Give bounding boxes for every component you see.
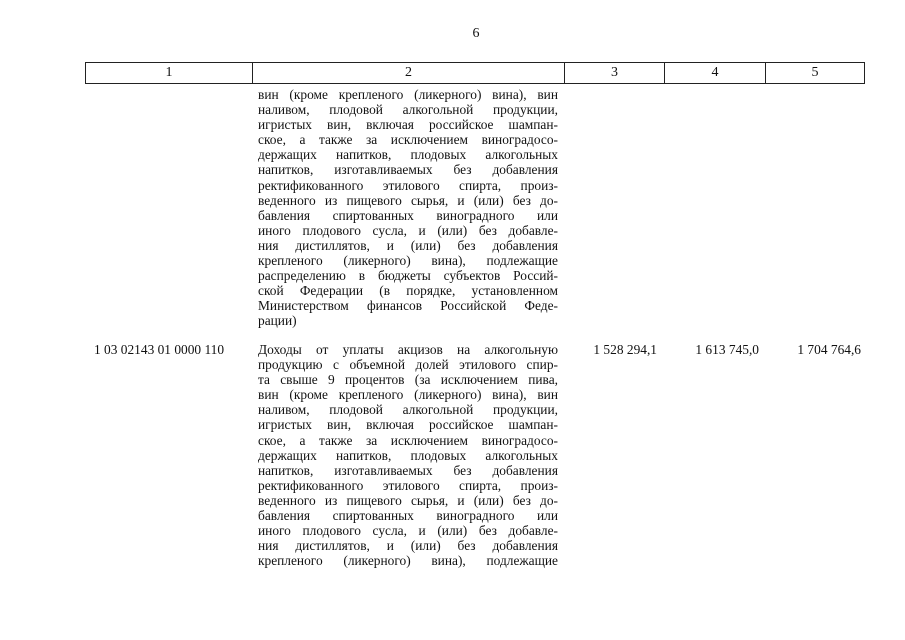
description-line: иного плодового сусла, и (или) без добавле-	[258, 523, 558, 539]
value-column-5: 1 704 764,6	[797, 342, 861, 357]
description-line: игристых вин, включая российское шампан-	[258, 117, 558, 133]
description-line: распределению в бюджеты субъектов Россий-	[258, 268, 558, 284]
description-line: продукцию с объемной долей этилового спир-	[258, 357, 558, 373]
column-header-4: 4	[665, 63, 766, 84]
column-header-3: 3	[565, 63, 665, 84]
description-line: крепленого (ликерного) вина), подлежащие	[258, 553, 558, 569]
description-line: наливом, плодовой алкогольной продукции,	[258, 102, 558, 118]
table-header-row	[86, 63, 865, 84]
description-line: Министерством финансов Российской Феде-	[258, 298, 558, 314]
description-line: иного плодового сусла, и (или) без добавле-	[258, 222, 558, 238]
continued-description	[258, 87, 558, 329]
budget-classification-code: 1 03 02143 01 0000 110	[94, 342, 225, 357]
column-header-5: 5	[766, 63, 865, 84]
description-line: вин (кроме крепленого (ликерного) вина), вин	[258, 87, 558, 102]
description-line: рации)	[258, 313, 297, 329]
description-line: та свыше 9 процентов (за исключением пива,	[258, 372, 558, 388]
description-line: напитков, изготавливаемых без добавления	[258, 462, 558, 478]
description-line: ния дистиллятов, и (или) без добавления	[258, 538, 558, 554]
description-line: веденного из пищевого сырья, и (или) без до-	[258, 492, 558, 508]
value-column-3: 1 528 294,1	[593, 342, 657, 357]
page-number: 6	[472, 26, 480, 41]
value-column-4: 1 613 745,0	[695, 342, 759, 357]
table-header	[85, 62, 865, 84]
description-line: веденного из пищевого сырья, и (или) без до-	[258, 192, 558, 208]
description-line: ния дистиллятов, и (или) без добавления	[258, 237, 558, 253]
column-header-1: 1	[86, 63, 253, 84]
description-line: бавления спиртованных виноградного или	[258, 207, 558, 223]
description-line: держащих напитков, плодовых алкогольных	[258, 147, 558, 163]
row-description	[258, 342, 558, 568]
description-line: Доходы от уплаты акцизов на алкогольную	[258, 342, 558, 357]
description-line: ской Федерации (в порядке, установленном	[258, 283, 558, 299]
description-line: ректификованного этилового спирта, произ-	[258, 477, 558, 493]
description-line: напитков, изготавливаемых без добавления	[258, 162, 558, 178]
description-line: наливом, плодовой алкогольной продукции,	[258, 402, 558, 418]
description-line: ректификованного этилового спирта, произ-	[258, 177, 558, 193]
description-line: ское, а также за исключением виноградосо-	[258, 132, 558, 148]
description-line: крепленого (ликерного) вина), подлежащие	[258, 253, 558, 269]
description-line: ское, а также за исключением виноградосо-	[258, 432, 558, 448]
description-line: вин (кроме крепленого (ликерного) вина), вин	[258, 387, 558, 403]
description-line: игристых вин, включая российское шампан-	[258, 417, 558, 433]
description-line: бавления спиртованных виноградного или	[258, 508, 558, 524]
description-line: держащих напитков, плодовых алкогольных	[258, 447, 558, 463]
column-header-2: 2	[253, 63, 565, 84]
